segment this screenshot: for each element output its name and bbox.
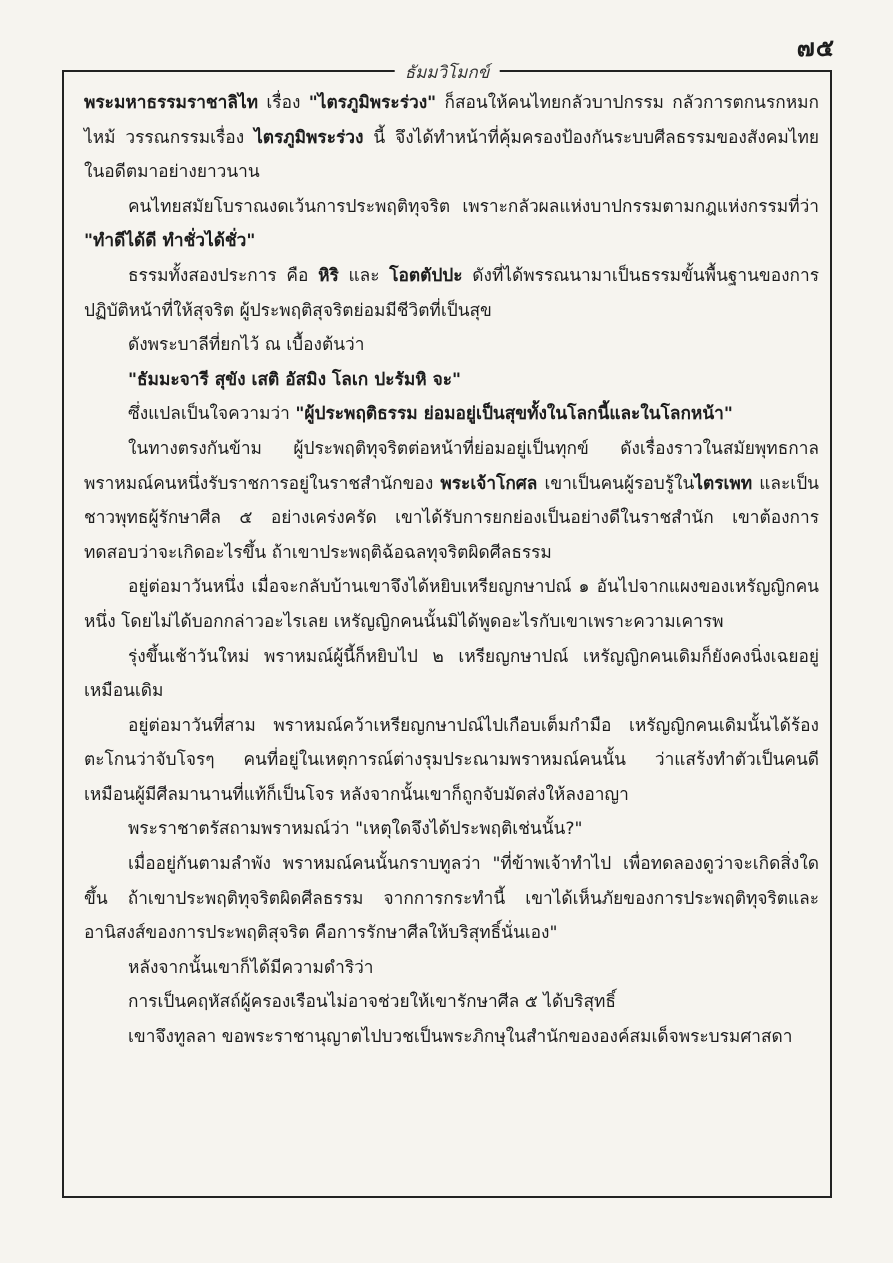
term-book-title: ไตรภูมิพระร่วง — [254, 127, 364, 148]
paragraph-1 — [84, 86, 819, 190]
paragraph-4: ดังพระบาลีที่ยกไว้ ณ เบื้องต้นว่า — [128, 335, 365, 356]
quote-translation: "ผู้ประพฤติธรรม ย่อมอยู่เป็นสุขทั้งในโลกนี้และในโลกหน้า" — [295, 404, 733, 425]
term-vedas: ไตรเพท — [694, 473, 753, 494]
term-saying: "ทำดีได้ดี ทำชั่วได้ชั่ว" — [84, 231, 256, 252]
paragraph-text: ซึ่งแปลเป็นใจความว่า — [128, 404, 296, 425]
page-number: ๗๕ — [796, 34, 835, 62]
paragraph-text: ธรรมทั้งสองประการ คือ — [128, 265, 319, 286]
paragraph-8: อยู่ต่อมาวันหนึ่ง เมื่อจะกลับบ้านเขาจึงได้หยิบเหรียญกษาปณ์ ๑ อันไปจากแผงของเหรัญญิกคนหนึ่ง โดยไม่ได้บอกกล่าวอะไรเลย เหรัญญิกคนนั้นมิได้พูดอะไรกับเขาเพราะความเคารพ — [84, 577, 819, 632]
paragraph-3 — [84, 259, 819, 328]
paragraph-15: เขาจึงทูลลา ขอพระราชานุญาตไปบวชเป็นพระภิกษุในสำนักขององค์สมเด็จพระบรมศาสดา — [128, 1027, 793, 1048]
paragraph-text: เขาเป็นคนผู้รอบรู้ใน — [537, 473, 695, 494]
paragraph-13: หลังจากนั้นเขาก็ได้มีความดำริว่า — [128, 957, 374, 978]
paragraph-14: การเป็นคฤหัสถ์ผู้ครองเรือนไม่อาจช่วยให้เขารักษาศีล ๕ ได้บริสุทธิ์ — [128, 992, 616, 1013]
term-ottappa: โอตตัปปะ — [389, 265, 463, 286]
paragraph-text: คนไทยสมัยโบราณงดเว้นการประพฤติทุจริต เพราะกลัวผลแห่งบาปกรรมตามกฎแห่งกรรมที่ว่า — [128, 196, 819, 217]
paragraph-text: ดังที่ได้พรรณนามาเป็นธรรมขั้นพื้นฐานของการปฏิบัติหน้าที่ให้สุจริต ผู้ประพฤติสุจริตย่อมมีชีวิตที่เป็นสุข — [84, 265, 820, 321]
paragraph-text: เรื่อง — [258, 93, 309, 113]
paragraph-11: พระราชาตรัสถามพราหมณ์ว่า "เหตุใดจึงได้ประพฤติเช่นนั้น?" — [128, 819, 583, 840]
paragraph-text: นี้ จึงได้ทำหน้าที่คุ้มครองป้องกันระบบศีลธรรมของสังคมไทยในอดีตมาอย่างยาวนาน — [84, 127, 819, 183]
paragraph-10: อยู่ต่อมาวันที่สาม พราหมณ์คว้าเหรียญกษาปณ์ไปเกือบเต็มกำมือ เหรัญญิกคนเดิมนั้นได้ร้องตะโกนว่าจับโจรๆ คนที่อยู่ในเหตุการณ์ต่างรุมประณามพราหมณ์คนนั้น ว่าแสร้งทำตัวเป็นคนดีเหมือนผู้มีศีลมานานที่แท้ก็เป็นโจร หลังจากนั้นเขาก็ถูกจับมัดส่งให้ลงอาญา — [84, 715, 819, 805]
term-hiri: หิริ — [318, 265, 339, 286]
paragraph-9: รุ่งขึ้นเช้าวันใหม่ พราหมณ์ผู้นี้ก็หยิบไป ๒ เหรียญกษาปณ์ เหรัญญิกคนเดิมก็ยังคงนิ่งเฉยอยู่เหมือนเดิม — [84, 646, 819, 702]
header-title: ธัมมวิโมกข์ — [395, 59, 500, 86]
paragraph-7 — [84, 432, 819, 570]
paragraph-text: ในทางตรงกันข้าม ผู้ประพฤติทุจริตต่อหน้าที่ย่อมอยู่เป็นทุกข์ ดังเรื่องราวในสมัยพุทธกาล พราหมณ์คนหนึ่งรับราชการอยู่ในราชสำนักของ — [84, 438, 819, 494]
term-king: พระเจ้าโกศล — [440, 473, 538, 494]
paragraph-12: เมื่ออยู่กันตามลำพัง พราหมณ์คนนั้นกราบทูลว่า "ที่ข้าพเจ้าทำไป เพื่อทดลองดูว่าจะเกิดสิ่งใดขึ้น ถ้าเขาประพฤติทุจริตผิดศีลธรรม จากการกระทำนี้ เขาได้เห็นภัยของการประพฤติทุจริตและอานิสงส์ของการประพฤติสุจริต คือการรักษาศีลให้บริสุทธิ์นั่นเอง" — [84, 854, 819, 944]
content-frame — [62, 63, 832, 1198]
paragraph-2 — [84, 190, 819, 259]
paragraph-text: ก็สอนให้คนไทยกลัวบาปกรรม กลัวการตกนรกหมกไหม้ วรรณกรรมเรื่อง — [84, 93, 819, 148]
paragraph-6 — [84, 397, 819, 432]
pali-quote: "ธัมมะจารี สุขัง เสติ อัสมิง โลเก ปะรัมหิ จะ" — [128, 369, 462, 390]
body-text — [84, 86, 819, 1055]
term-book-title: "ไตรภูมิพระร่วง" — [308, 93, 437, 113]
paragraph-text: และเป็นชาวพุทธผู้รักษาศีล ๕ อย่างเคร่งครัด เขาได้รับการยกย่องเป็นอย่างดีในราชสำนัก เขาต้องการทดสอบว่าจะเกิดอะไรขึ้น ถ้าเขาประพฤติฉ้อฉลทุจริตผิดศีลธรรม — [84, 473, 819, 563]
paragraph-text: และ — [338, 265, 390, 286]
term-author: พระมหาธรรมราชาลิไท — [84, 93, 259, 113]
